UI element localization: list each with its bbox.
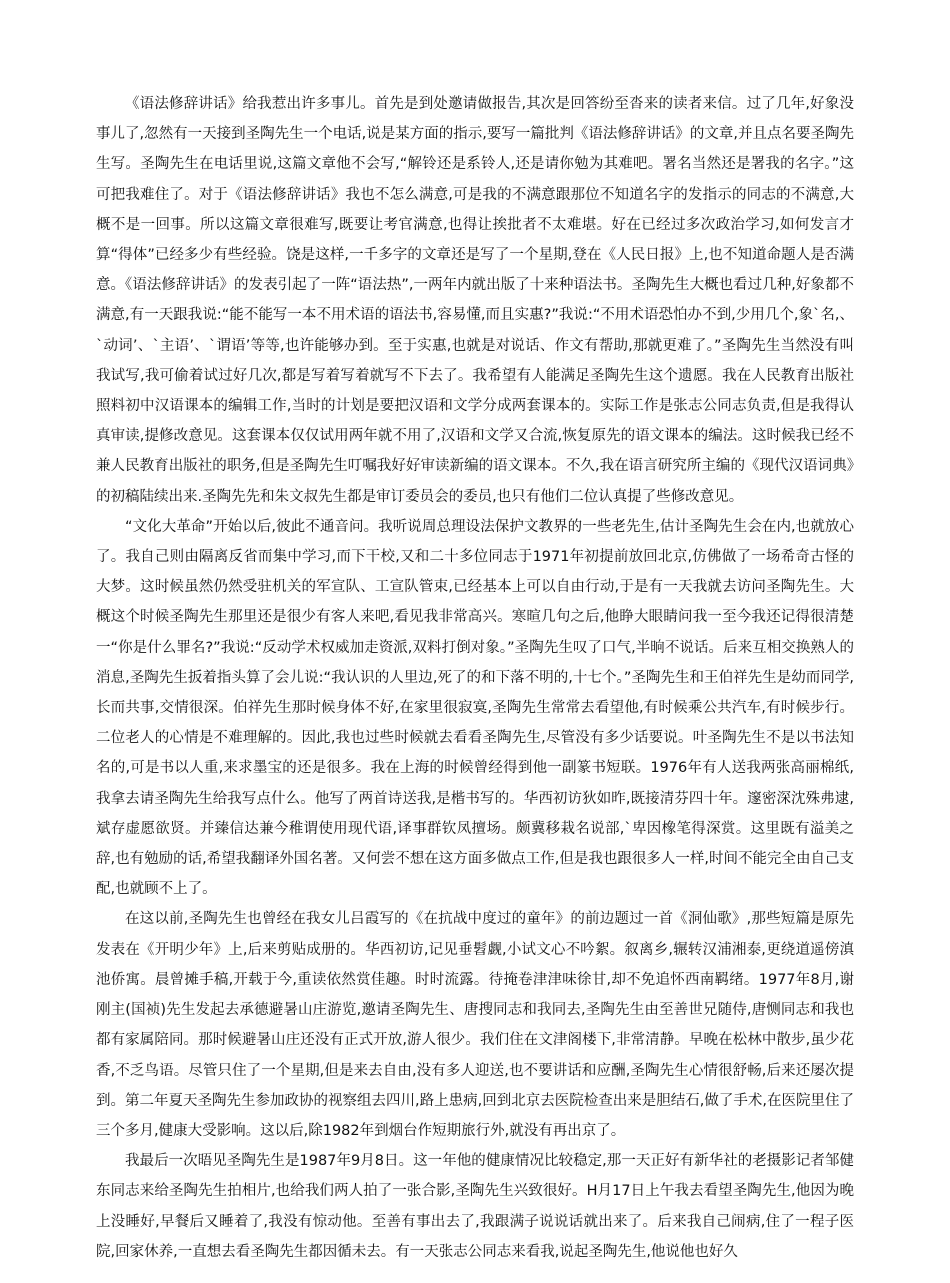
paragraph-1: 《语法修辞讲话》给我惹出许多事儿。首先是到处邀请做报告,其次是回答纷至沓来的读者来信。过了几年,好象没事儿了,忽然有一天接到圣陶先生一个电话,说是某方面的指示,要写一篇批判《语法修辞讲话》的文章,并且点名要圣陶先生写。圣陶先生在电话里说,这篇文章他不会写,“解铃还是系铃人,还是请你勉为其难吧。署名当然还是署我的名字。”这可把我难住了。对于《语法修辞讲话》我也不怎么满意,可是我的不满意跟那位不知道名字的发指示的同志的不满意,大概不是一回事。所以这篇文章很难写,既要让考官满意,也得让挨批者不太难堪。好在已经过多次政治学习,如何发言才算“得体”已经多少有些经验。饶是这样,一千多字的文章还是写了一个星期,登在《人民日报》上,也不知道命题人是否满意。《语法修辞讲话》的发表引起了一阵“语法热”,一两年内就出版了十来种语法书。圣陶先生大概也看过几种,好象都不满意,有一天跟我说:“能不能写一本不用术语的语法书,容易懂,而且实惠?”我说:“不用术语恐怕办不到,少用几个,象`名,、`动词’、`主语’、`谓语’等等,也许能够办到。至于实惠,也就是对说话、作文有帮助,那就更难了。”圣陶先生当然没有叫我试写,我可偷着试过好几次,都是写着写着就写不下去了。我希望有人能满足圣陶先生这个遗愿。我在人民教育出版社照料初中汉语课本的编辑工作,当时的计划是要把汉语和文学分成两套课本的。实际工作是张志公同志负责,但是我得认真审读,提修改意见。这套课本仅仅试用两年就不用了,汉语和文学又合流,恢复原先的语文课本的编法。这时候我已经不兼人民教育出版社的职务,但是圣陶先生叮嘱我好好审读新编的语文课本。不久,我在语言研究所主编的《现代汉语词典》的初稿陆续出来.圣陶先先和朱文叔先生都是审订委员会的委员,也只有他们二位认真提了些修改意见。: [96, 96, 854, 505]
paragraph-4: 我最后一次晤见圣陶先生是1987年9月8日。这一年他的健康情况比较稳定,那一天正好有新华社的老摄影记者邹健东同志来给圣陶先生拍相片,也给我们两人拍了一张合影,圣陶先生兴致很好。H月17日上午我去看望圣陶先生,他因为晚上没睡好,早餐后又睡着了,我没有惊动他。至善有事出去了,我跟满子说说话就出来了。后来我自己闹病,住了一程子医院,回家休养,一直想去看圣陶先生都因循未去。有一天张志公同志来看我,说起圣陶先生,他说他也好久: [96, 1153, 854, 1260]
paragraph-3: 在这以前,圣陶先生也曾经在我女儿吕霞写的《在抗战中度过的童年》的前边题过一首《洞仙歌》,那些短篇是原先发表在《开明少年》上,后来剪贴成册的。华西初访,记见垂髫觑,小试文心不吟絮。叙离乡,辗转汉浦湘泰,更绕道遥傍滇池侨寓。晨曾摊手稿,开载于今,重读依然赏佳趣。时时流露。待掩卷津津味徐甘,却不免追怀西南羁绪。1977年8月,谢刚主(国祯)先生发起去承德避暑山庄游览,邀请圣陶先生、唐搜同志和我同去,圣陶先生由至善世兄随侍,唐恻同志和我也都有家属陪同。那时候避暑山庄还没有正式开放,游人很少。我们住在文津阁楼下,非常清静。早晚在松林中散步,虽少花香,不乏鸟语。尽管只住了一个星期,但是来去自由,没有多人迎送,也不要讲话和应酬,圣陶先生心情很舒畅,后来还屡次提到。第二年夏天圣陶先生参加政协的视察组去四川,路上患病,回到北京去医院检查出来是胆结石,做了手术,在医院里住了三个多月,健康大受影响。这以后,除1982年到烟台作短期旅行外,就没有再出京了。: [96, 911, 854, 1139]
paragraph-2: “文化大革命”开始以后,彼此不通音问。我听说周总理设法保护文教界的一些老先生,估计圣陶先生会在内,也就放心了。我自己则由隔离反省而集中学习,而下干校,又和二十多位同志于1971年初提前放回北京,仿佛做了一场希奇古怪的大梦。这时候虽然仍然受驻机关的军宣队、工宣队管束,已经基本上可以自由行动,于是有一天我就去访问圣陶先生。大概这个时候圣陶先生那里还是很少有客人来吧,看见我非常高兴。寒暄几句之后,他睁大眼睛问我一至今我还记得很清楚一“你是什么罪名?”我说:“反动学术权威加走资派,双料打倒对象。”圣陶先生叹了口气,半晌不说话。后来互相交换熟人的消息,圣陶先生扳着指头算了会儿说:“我认识的人里边,死了的和下落不明的,十七个。”圣陶先生和王伯祥先生是幼而同学,长而共事,交情很深。伯祥先生那时候身体不好,在家里很寂寞,圣陶先生常常去看望他,有时候乘公共汽车,有时候步行。二位老人的心情是不难理解的。因此,我也过些时候就去看看圣陶先生,尽管没有多少话要说。叶圣陶先生不是以书法知名的,可是书以人重,来求墨宝的还是很多。我在上海的时候曾经得到他一副篆书短联。1976年有人送我两张高丽棉纸,我拿去请圣陶先生给我写点什么。他写了两首诗送我,是楷书写的。华西初访狄如昨,既接清芬四十年。邃密深沈殊弗逮,斌存虚愿欲贤。并臻信达兼今稚谓使用现代语,译事群钦凤擅场。颇冀移栽名说部,`卑因橡笔得深赏。这里既有溢美之辞,也有勉励的话,希望我翻译外国名著。又何尝不想在这方面多做点工作,但是我也跟很多人一样,时间不能完全由自己支配,也就顾不上了。: [96, 518, 854, 898]
article-body: [96, 89, 854, 1267]
